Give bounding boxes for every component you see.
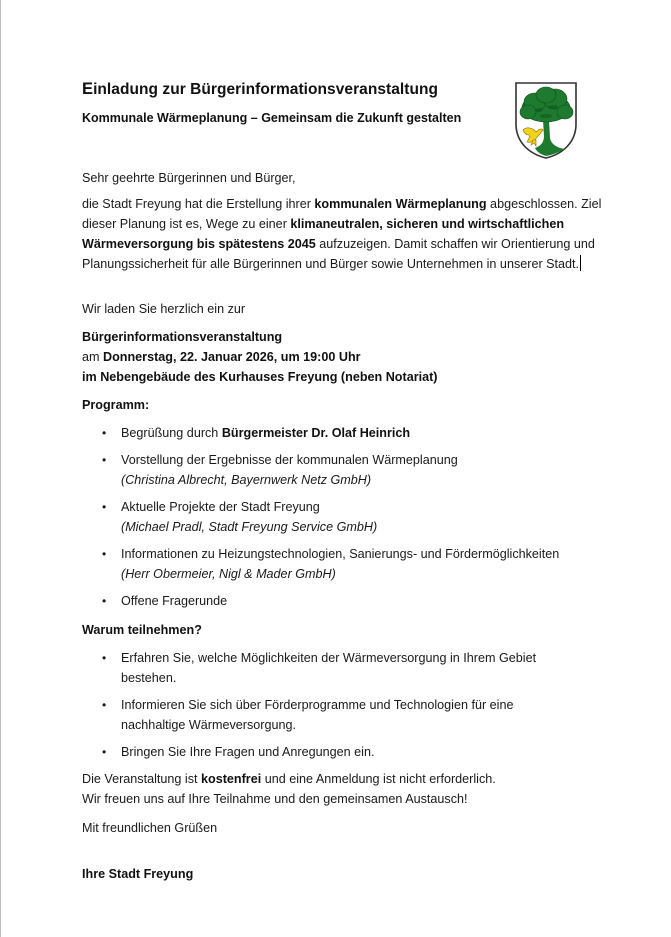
why-item <box>82 695 602 735</box>
closing-line-2: Wir freuen uns auf Ihre Teilnahme und den gemeinsamen Austausch! <box>82 792 468 806</box>
event-date-prefix: am <box>82 350 103 364</box>
document-title <box>82 80 438 99</box>
document-subtitle: Kommunale Wärmeplanung – Gemeinsam die Zukunft gestalten <box>82 111 462 125</box>
why-item <box>82 742 602 762</box>
coat-of-arms-icon <box>513 80 579 160</box>
bullet-icon: • <box>102 651 107 665</box>
bullet-icon: • <box>102 426 107 440</box>
event-date: Donnerstag, 22. Januar 2026, um 19:00 Uhr <box>103 350 361 364</box>
why-item-text: Erfahren Sie, welche Möglichkeiten der Wärmeversorgung in Ihrem Gebiet bestehen. <box>121 651 537 685</box>
why-item-text: Bringen Sie Ihre Fragen und Anregungen ein. <box>121 745 375 759</box>
program-item-text: Begrüßung durch <box>121 426 222 440</box>
program-item-speaker: (Christina Albrecht, Bayernwerk Netz GmbH) <box>121 473 372 487</box>
program-item-bold: Bürgermeister Dr. Olaf Heinrich <box>221 426 411 440</box>
text-cursor <box>580 255 581 271</box>
why-list <box>82 648 602 762</box>
program-item <box>82 450 602 490</box>
event-location: im Nebengebäude des Kurhauses Freyung (neben Notariat) <box>82 370 438 384</box>
title-text: inladung zur Bürgerinformationsveranstaltung <box>93 81 439 98</box>
program-heading: Programm: <box>82 398 150 412</box>
bullet-icon: • <box>102 500 107 514</box>
program-item-text: Aktuelle Projekte der Stadt Freyung <box>121 500 320 514</box>
program-item-speaker: (Herr Obermeier, Nigl & Mader GmbH) <box>121 567 336 581</box>
bullet-icon: • <box>102 453 107 467</box>
program-item-text: Offene Fragerunde <box>121 594 228 608</box>
invite-line: Wir laden Sie herzlich ein zur <box>82 302 246 316</box>
why-item <box>82 648 602 688</box>
event-name: Bürgerinformationsveranstaltung <box>82 330 283 344</box>
program-item-text: Vorstellung der Ergebnisse der kommunalen Wärmeplanung <box>121 453 458 467</box>
program-item <box>82 544 602 584</box>
intro-paragraph <box>82 194 602 274</box>
program-item-text: Informationen zu Heizungstechnologien, Sanierungs- und Fördermöglichkeiten <box>121 547 560 561</box>
closing-paragraph <box>82 769 602 809</box>
program-item <box>82 591 602 611</box>
bullet-icon: • <box>102 698 107 712</box>
intro-bold-2: klimaneutralen, sicheren und wirtschaftlichen Wärmeversorgung bis spätestens 2045 <box>82 217 565 251</box>
salutation: Sehr geehrte Bürgerinnen und Bürger, <box>82 171 296 185</box>
program-item-speaker: (Michael Pradl, Stadt Freyung Service GmbH) <box>121 520 378 534</box>
why-item-text: Informieren Sie sich über Förderprogramme und Technologien für eine nachhaltige Wärmeversorgung. <box>121 698 514 732</box>
why-heading: Warum teilnehmen? <box>82 623 202 637</box>
bullet-icon: • <box>102 594 107 608</box>
intro-text-3: aufzuzeigen. Damit schaffen wir Orientierung und Planungssicherheit für alle Bürgerinnen und Bürger sowie Unternehmen in unserer Stadt. <box>82 237 595 271</box>
intro-bold-1: kommunalen Wärmeplanung <box>314 197 487 211</box>
event-details <box>82 327 602 387</box>
intro-text-2: abgeschlossen. Ziel dieser Planung ist es, Wege zu einer <box>82 197 602 231</box>
closing-bold: kostenfrei <box>201 772 262 786</box>
closing-text-2: und eine Anmeldung ist nicht erforderlich. <box>261 772 496 786</box>
bullet-icon: • <box>102 547 107 561</box>
bullet-icon: • <box>102 745 107 759</box>
greeting: Mit freundlichen Grüßen <box>82 821 218 835</box>
closing-text-1: Die Veranstaltung ist <box>82 772 202 786</box>
signature: Ihre Stadt Freyung <box>82 867 194 881</box>
program-list <box>82 423 602 611</box>
program-item <box>82 423 602 443</box>
program-item <box>82 497 602 537</box>
title-initial: E <box>82 80 94 98</box>
intro-text-1: die Stadt Freyung hat die Erstellung ihrer <box>82 197 315 211</box>
